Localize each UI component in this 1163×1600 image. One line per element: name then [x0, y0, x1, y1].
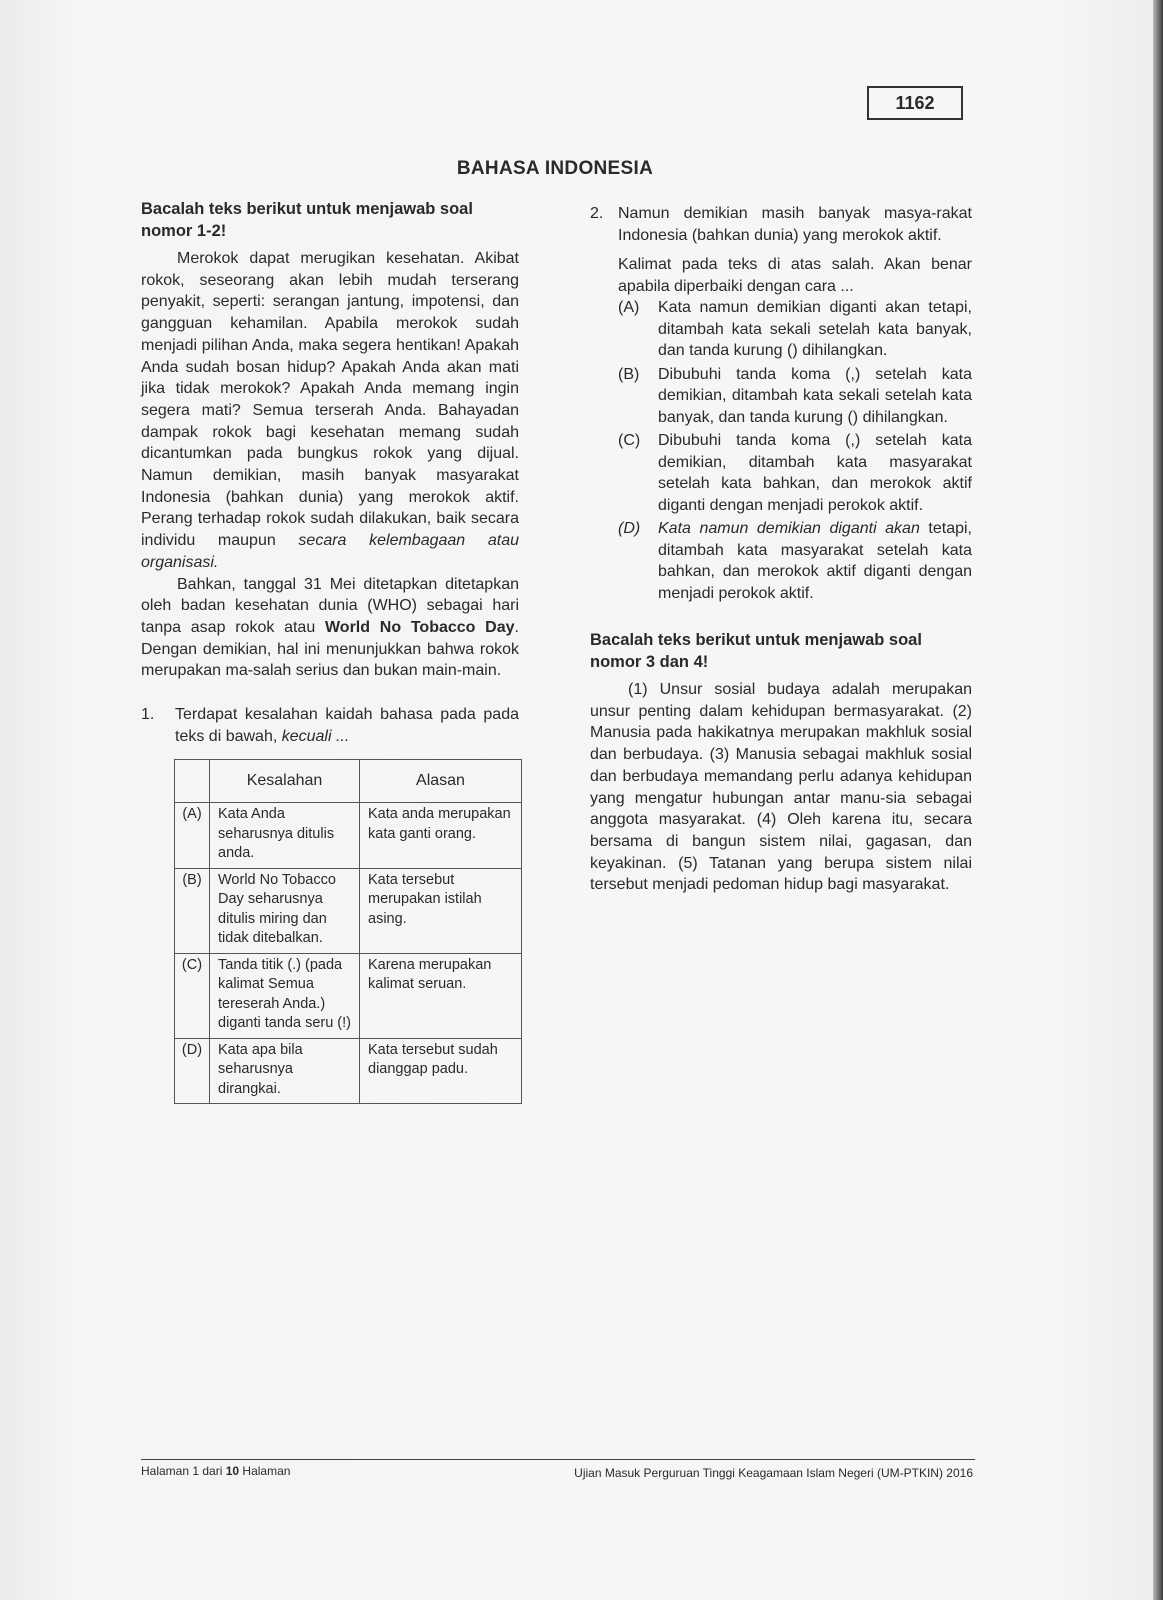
- footer-page-total: 10: [225, 1464, 240, 1478]
- table-cell-option: (B): [175, 868, 210, 953]
- table-header-kesalahan: Kesalahan: [210, 760, 360, 803]
- option-label: (C): [618, 432, 641, 449]
- table-cell-kesalahan: Kata Anda seharusnya ditulis anda.: [210, 803, 360, 869]
- table-row: [175, 953, 522, 1038]
- paragraph-2-bold-term: World No Tobacco Day: [324, 618, 515, 636]
- table-cell-option: (A): [175, 803, 210, 869]
- reading-paragraph-2: [141, 574, 519, 683]
- reading-paragraph-1: [141, 248, 519, 574]
- option-label: (D): [618, 520, 641, 537]
- question-1-stem-italic: kecuali ...: [281, 727, 350, 745]
- table-cell-alasan: Kata anda merupakan kata ganti orang.: [360, 803, 522, 869]
- question-2: [590, 203, 972, 246]
- question-1: [141, 704, 519, 747]
- table-header-alasan: Alasan: [360, 760, 522, 803]
- option-label: (A): [618, 299, 640, 316]
- question-2-sentence: Namun demikian masih banyak masya-rakat Indonesia (bahkan dunia) yang merokok aktif.: [618, 205, 972, 244]
- table-cell-alasan: Kata tersebut sudah dianggap padu.: [360, 1038, 522, 1104]
- table-cell-kesalahan: World No Tobacco Day seharusnya ditulis miring dan tidak ditebalkan.: [210, 868, 360, 953]
- option-text: Dibubuhi tanda koma (,) setelah kata demikian, ditambah kata masyarakat setelah kata bahkan, dan merokok aktif diganti dengan menjadi perokok aktif.: [658, 432, 972, 514]
- option-label: (B): [618, 365, 640, 383]
- footer-divider: [141, 1459, 975, 1460]
- table-header-option: [175, 760, 210, 803]
- question-1-text: [175, 704, 519, 747]
- question-2-options: [618, 297, 972, 604]
- scan-edge-shadow: [1153, 0, 1163, 1600]
- footer-page-suffix: Halaman: [242, 1464, 291, 1478]
- table-row: [175, 1038, 522, 1104]
- option-d-text: tetapi, ditambah kata masyarakat setelah kata bahkan, dan merokok aktif diganti dengan menjadi perokok aktif.: [658, 520, 972, 602]
- paragraph-1-end: secara kelembagaan atau organisasi.: [141, 532, 519, 571]
- option-b[interactable]: [618, 364, 972, 429]
- footer-exam-name: Ujian Masuk Perguruan Tinggi Keagamaan Islam Negeri (UM-PTKIN) 2016: [574, 1466, 973, 1480]
- section2-heading: Bacalah teks berikut untuk menjawab soal nomor 3 dan 4!: [590, 631, 922, 671]
- option-a[interactable]: [618, 297, 972, 362]
- reading-paragraph-3: (1) Unsur sosial budaya adalah merupakan unsur penting dalam kehidupan bermasyarakat. (2) Manusia pada hakikatnya merupakan makhluk sosial dan berbudaya. (3) Manusia sebagai makhluk sosial dan berbudaya memandang perlu adanya kehidupan yang mengatur hubungan antar manu-sia sebagai anggota masyarakat. (4) Oleh karena itu, secara bersama di bangun sistem nilai, gagasan, dan keyakinan. (5) Tatanan yang berupa sistem nilai tersebut menjadi pedoman hidup bagi masyarakat.: [590, 681, 972, 894]
- option-text: [658, 518, 972, 604]
- option-text: Kata namun demikian diganti akan tetapi, ditambah kata sekali setelah kata banyak, dan tanda kurung () dihilangkan.: [658, 299, 972, 359]
- footer-page-prefix: Halaman 1 dari: [141, 1464, 223, 1478]
- table-cell-alasan: Karena merupakan kalimat seruan.: [360, 953, 522, 1038]
- table-cell-option: (C): [175, 953, 210, 1038]
- table-row: [175, 868, 522, 953]
- question-2-number: 2.: [590, 205, 604, 222]
- table-cell-option: (D): [175, 1038, 210, 1104]
- question-1-number: 1.: [141, 706, 155, 724]
- option-d-italic-text: Kata namun demikian diganti akan: [658, 520, 920, 537]
- option-c[interactable]: [618, 430, 972, 516]
- question-1-stem: Terdapat kesalahan kaidah bahasa pada pada teks di bawah,: [175, 706, 519, 745]
- table-cell-kesalahan: Tanda titik (.) (pada kalimat Semua tereserah Anda.) diganti tanda seru (!): [210, 953, 360, 1038]
- page-number-box: 1162: [867, 86, 963, 120]
- paragraph-2-start: Bahkan, tanggal 31 Mei ditetapkan ditetapkan oleh badan kesehatan dunia (WHO) sebagai hari tanpa asap rokok atau: [141, 575, 519, 636]
- table-row: [175, 803, 522, 869]
- right-column: [590, 203, 972, 896]
- option-d[interactable]: [618, 518, 972, 604]
- section1-heading: Bacalah teks berikut untuk menjawab soal nomor 1-2!: [141, 200, 473, 240]
- option-text: Dibubuhi tanda koma (,) setelah kata demikian, ditambah kata sekali setelah kata banyak, dan tanda kurung () dihilangkan.: [658, 365, 972, 426]
- subject-title: BAHASA INDONESIA: [456, 158, 654, 179]
- table-cell-alasan: Kata tersebut merupakan istilah asing.: [360, 868, 522, 953]
- table-cell-kesalahan: Kata apa bila seharusnya dirangkai.: [210, 1038, 360, 1104]
- question-1-table: [174, 759, 522, 1104]
- footer-page-info: [141, 1464, 290, 1478]
- left-column: [141, 199, 519, 1104]
- question-2-prompt: Kalimat pada teks di atas salah. Akan benar apabila diperbaiki dengan cara ...: [618, 256, 972, 295]
- table-header-row: [175, 760, 522, 803]
- paragraph-1-text: Merokok dapat merugikan kesehatan. Akibat rokok, seseorang akan lebih mudah terserang penyakit, seperti: serangan jantung, impotensi, dan gangguan kehamilan. Apabila merokok sudah menjadi pilihan Anda, maka segera hentikan! Apakah Anda sudah bosan hidup? Apakah Anda akan mati jika tidak merokok? Apakah Anda memang ingin segera mati? Semua terserah Anda. Bahayadan dampak rokok bagi kesehatan memang sudah dicantumkan pada bungkus rokok yang dijual. Namun demikian, masih banyak masyarakat Indonesia (bahkan dunia) yang merokok aktif. Perang terhadap rokok sudah dilakukan, baik secara individu maupun: [141, 250, 519, 550]
- paragraph-2-end: . Dengan demikian, hal ini menunjukkan bahwa rokok merupakan ma-salah serius dan bukan main-main.: [141, 618, 519, 680]
